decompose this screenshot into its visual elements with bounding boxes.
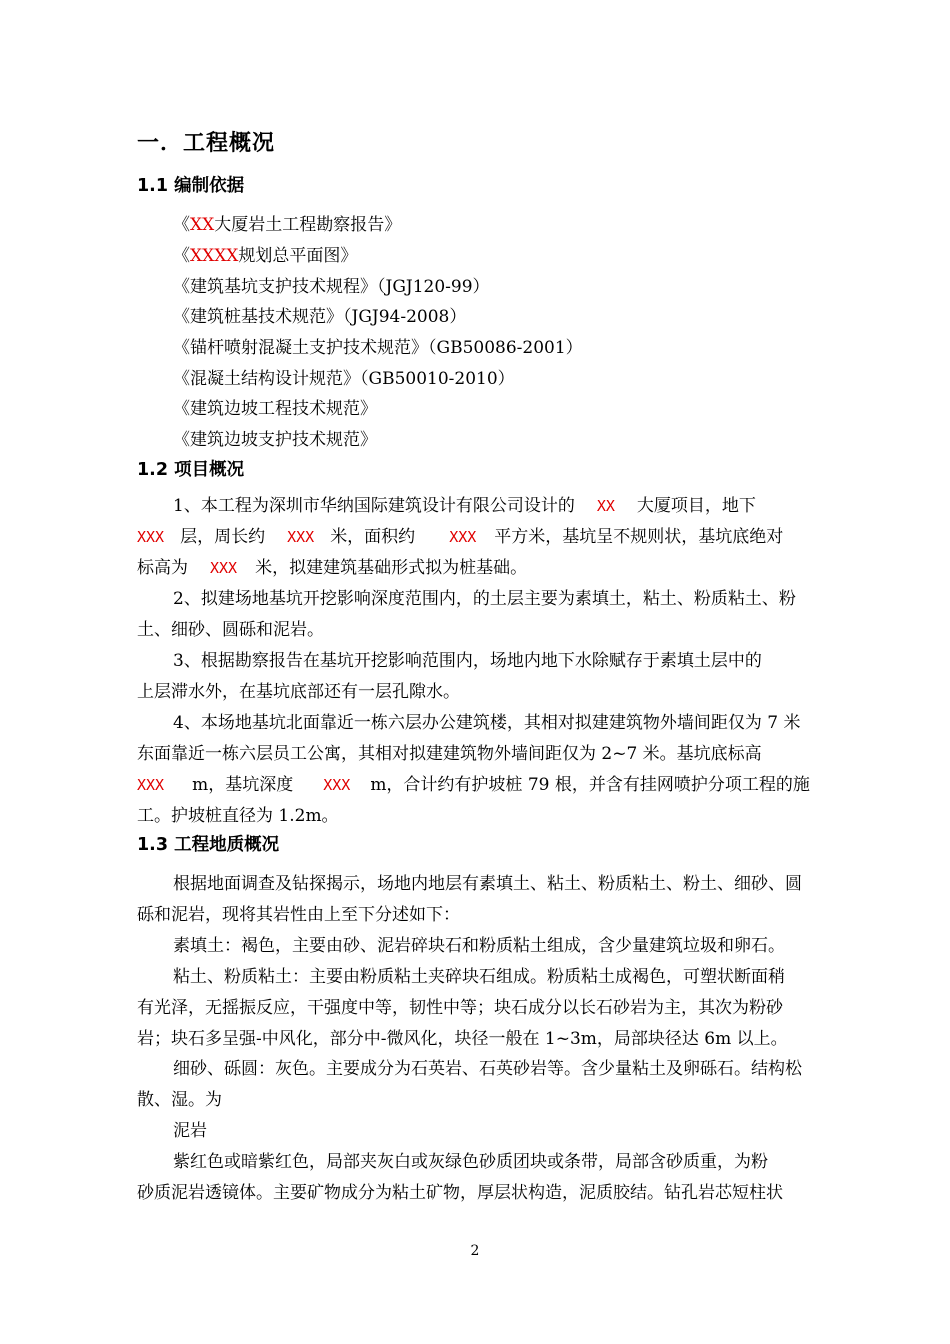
project-paragraph-2: 2、拟建场地基坑开挖影响深度范围内，的土层主要为素填土，粘土、粉质粘土、粉 土、细砂、圆砾和泥岩。 (137, 589, 796, 640)
chapter-heading: 一．工程概况 (137, 131, 276, 156)
reference-item: 《XXXX规划总平面图》 (173, 246, 358, 266)
reference-item: 《锚杆喷射混凝土支护技术规范》（GB50086-2001） (173, 338, 583, 358)
reference-item: 《XX大厦岩土工程勘察报告》 (173, 215, 402, 235)
section-heading-1-3: 1.3 工程地质概况 (137, 835, 280, 855)
geology-paragraph-4: 细砂、砾圆：灰色。主要成分为石英岩、石英砂岩等。含少量粘土及卵砾石。结构松 散、湿。为 (137, 1059, 802, 1110)
reference-item: 《建筑桩基技术规范》（JGJ94-2008） (173, 307, 467, 327)
section-heading-1-1: 1.1 编制依据 (137, 176, 245, 196)
geology-paragraph-6: 紫红色或暗紫红色，局部夹灰白或灰绿色砂质团块或条带，局部含砂质重，为粉 砂质泥岩透镜体。主要矿物成分为粘土矿物，厚层状构造，泥质胶结。钻孔岩芯短柱状 (137, 1152, 783, 1203)
geology-paragraph-5: 泥岩 (173, 1121, 207, 1141)
reference-item: 《建筑边坡工程技术规范》 (173, 399, 377, 419)
geology-paragraph-3: 粘土、粉质粘土：主要由粉质粘土夹碎块石组成。粉质粘土成褐色，可塑状断面稍 有光泽，无摇振反应，干强度中等，韧性中等；块石成分以长石砂岩为主，其次为粉砂 岩；块石多呈强-中风化，部分中-微风化，块径一般在 1~3m，局部块径达 6m 以上。 (137, 967, 788, 1049)
geology-paragraph-1: 根据地面调查及钻探揭示，场地内地层有素填土、粘土、粉质粘土、粉土、细砂、圆 砾和泥岩，现将其岩性由上至下分述如下： (137, 874, 802, 925)
reference-item: 《建筑基坑支护技术规程》（JGJ120-99） (173, 277, 490, 297)
section-heading-1-2: 1.2 项目概况 (137, 460, 245, 480)
project-paragraph-1: 1、本工程为深圳市华纳国际建筑设计有限公司设计的 XX 大厦项目，地下 XXX 层，周长约 XXX 米，面积约 XXX 平方米，基坑呈不规则状，基坑底绝对 标高为 XXX 米，拟建建筑基础形式拟为桩基础。 (137, 496, 784, 578)
project-paragraph-3: 3、根据勘察报告在基坑开挖影响范围内，场地内地下水除赋存于素填土层中的 上层滞水外，在基坑底部还有一层孔隙水。 (137, 651, 762, 702)
page-number: 2 (470, 1243, 480, 1259)
geology-paragraph-2: 素填土：褐色，主要由砂、泥岩碎块石和粉质粘土组成，含少量建筑垃圾和卵石。 (173, 936, 785, 956)
project-paragraph-4: 4、本场地基坑北面靠近一栋六层办公建筑楼，其相对拟建建筑物外墙间距仅为 7 米 东面靠近一栋六层员工公寓，其相对拟建建筑物外墙间距仅为 2~7 米。基坑底标高 XXX m，基坑深度 XXX m，合计约有护坡桩 79 根，并含有挂网喷护分项工程的施 工。护坡桩直径为 1.2m。 (137, 713, 810, 826)
reference-item: 《建筑边坡支护技术规范》 (173, 430, 377, 450)
reference-item: 《混凝土结构设计规范》（GB50010-2010） (173, 369, 515, 389)
